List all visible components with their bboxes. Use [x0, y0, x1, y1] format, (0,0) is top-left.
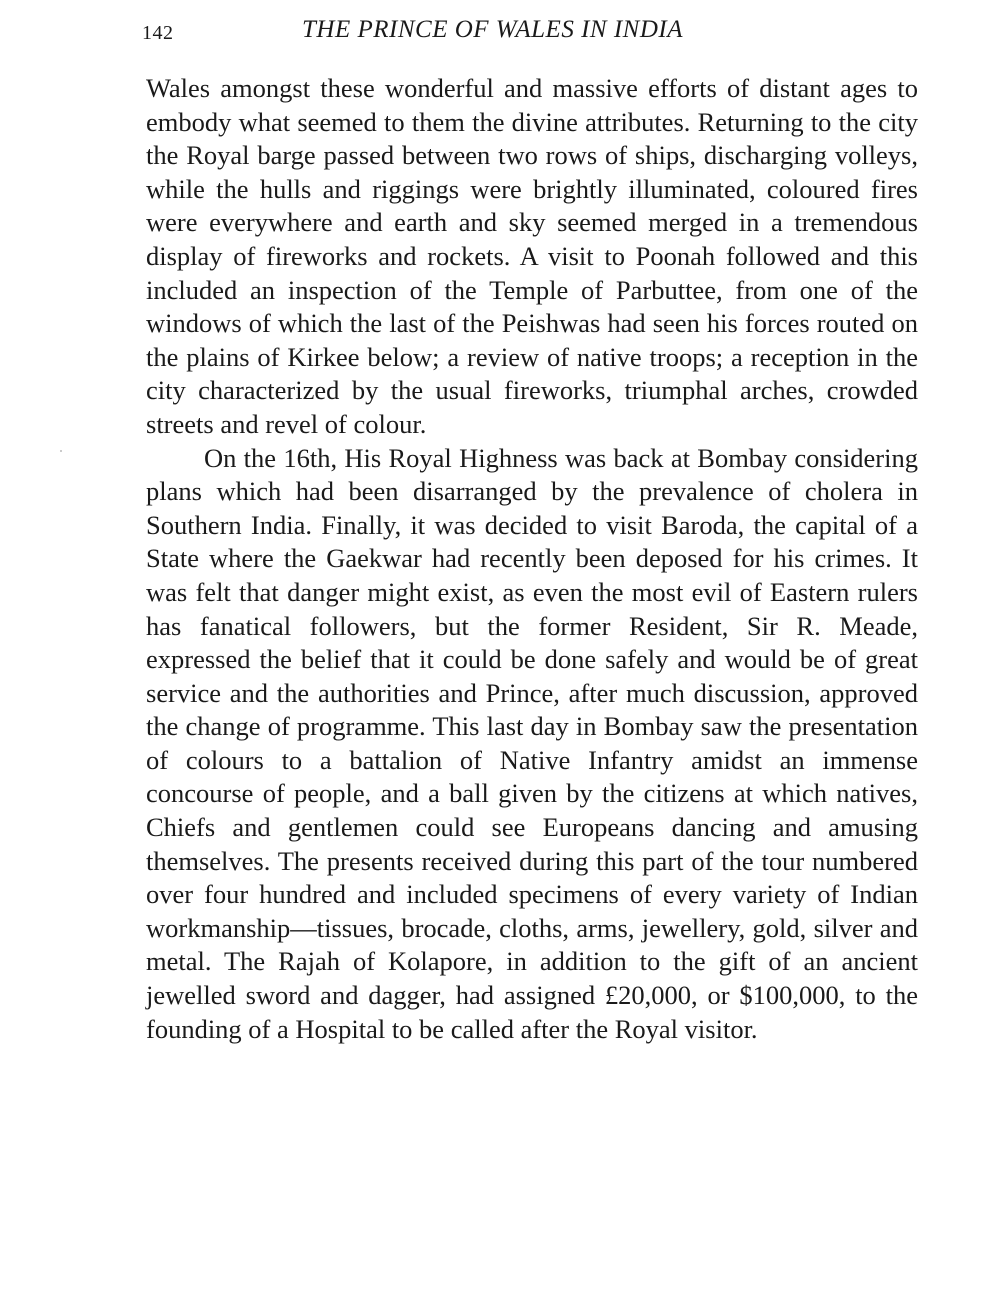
paragraph-2: On the 16th, His Royal Highness was back at Bombay considering plans which had been disarranged by the prevalence of cholera in Southern India. Finally, it was decided to visit Baroda, the capital of a State where the Gaekwar had recently been deposed for his crimes. It was felt that danger might exist, as even the most evil of Eastern rulers has fanatical followers, but the former Resident, Sir R. Meade, expressed the belief that it could be done safely and would be of great service and the authorities and Prince, after much discussion, approved the change of programme. This last day in Bombay saw the presentation of colours to a battalion of Native Infantry amidst an immense concourse of people, and a ball given by the citizens at which natives, Chiefs and gentlemen could see Europeans dancing and amusing themselves. The presents received during this part of the tour numbered over four hundred and included specimens of every variety of Indian workmanship—tissues, brocade, cloths, arms, jewellery, gold, silver and metal. The Rajah of Kolapore, in addition to the gift of an ancient jewelled sword and dagger, had assigned £20,000, or $100,000, to the founding of a Hospital to be called after the Royal visitor. — [146, 442, 918, 1044]
page-number: 142 — [142, 22, 174, 44]
body-text — [146, 72, 918, 1046]
running-title: THE PRINCE OF WALES IN INDIA — [302, 16, 683, 43]
running-head — [142, 16, 922, 50]
scan-speck — [60, 450, 62, 452]
paragraph-1: Wales amongst these wonderful and massive efforts of distant ages to embody what seemed to them the divine attributes. Returning to the city the Royal barge passed between two rows of ships, discharging volleys, while the hulls and riggings were brightly illuminated, coloured fires were everywhere and earth and sky seemed merged in a tremendous display of fireworks and rockets. A visit to Poonah followed and this included an inspection of the Temple of Parbuttee, from one of the windows of which the last of the Peishwas had seen his forces routed on the plains of Kirkee below; a review of native troops; a reception in the city characterized by the usual fireworks, triumphal arches, crowded streets and revel of colour. — [146, 73, 918, 439]
